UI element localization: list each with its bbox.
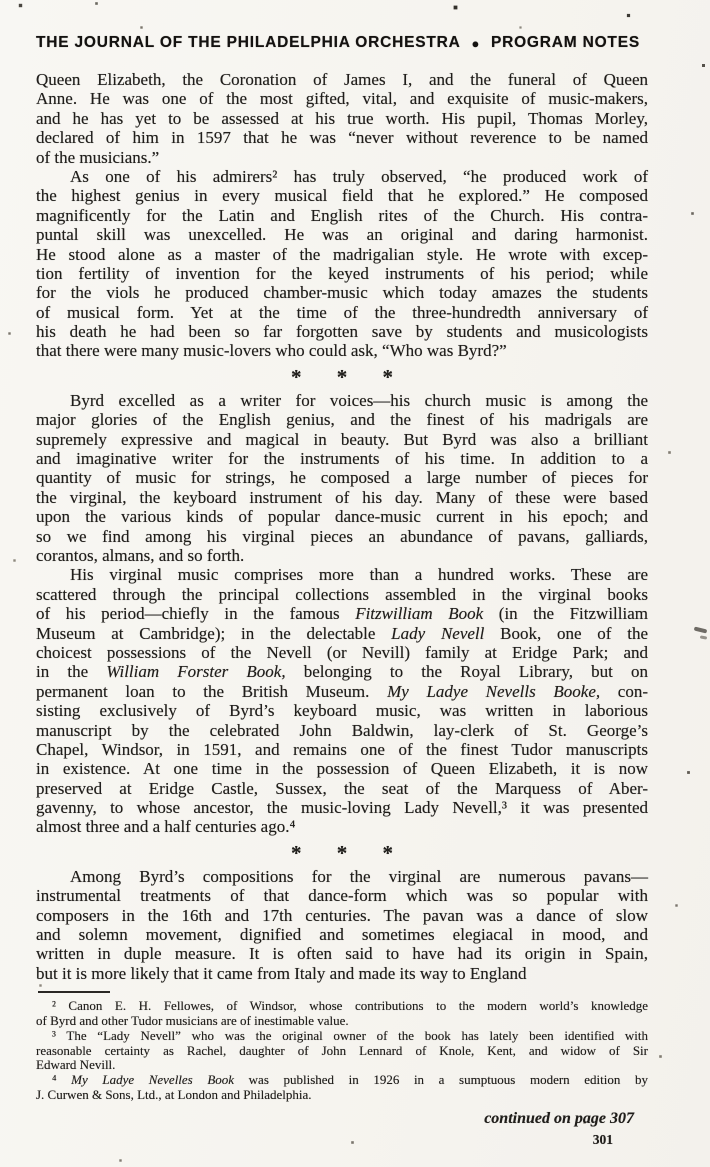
- text-column: [36, 70, 648, 1148]
- text: and he has yet to be assessed at his true worth. His pupil, Thomas Morley,: [36, 108, 648, 128]
- text: Byrd excelled as a writer for voices—his church music is among the: [70, 390, 648, 410]
- text-line: [36, 1088, 648, 1103]
- text: that there were many music-lovers who could ask, “Who was Byrd?”: [36, 341, 507, 361]
- text: was published in 1926 in a sumptuous modern edition by: [234, 1072, 648, 1088]
- text-line: [36, 817, 648, 836]
- text: puntal skill was unexcelled. He was an original and daring harmonist.: [36, 225, 648, 245]
- text-line: [36, 283, 648, 302]
- page-number: 301: [592, 1131, 613, 1147]
- text: Chapel, Windsor, in 1591, and remains one of the finest Tudor manuscripts: [36, 739, 648, 759]
- text: ² Canon E. H. Fellowes, of Windsor, whose contributions to the modern world’s knowledge: [52, 998, 648, 1014]
- text: supremely expressive and magical in beauty. But Byrd was also a brilliant: [36, 429, 648, 449]
- text: quantity of music for strings, he composed a large number of pieces for: [36, 468, 648, 488]
- text-line: [36, 925, 648, 944]
- text-line: [36, 186, 648, 205]
- text-line: [36, 604, 648, 623]
- text-line: [36, 701, 648, 720]
- paragraph: [36, 565, 648, 836]
- section-separator: * * *: [291, 840, 393, 865]
- text: corantos, almans, and so forth.: [36, 545, 245, 565]
- text-line: [36, 964, 648, 983]
- text: choicest possessions of the Nevell (or Nevill) family at Eridge Park; and: [36, 642, 648, 662]
- text-line: [36, 341, 648, 360]
- text: preserved at Eridge Castle, Sussex, the seat of the Marquess of Aber-: [36, 778, 648, 798]
- text: upon the various kinds of popular dance-music current in his epoch; and: [36, 507, 648, 527]
- text: instrumental treatments of that dance-form which was so popular with: [36, 886, 648, 906]
- text: in existence. At one time in the possession of Queen Elizabeth, it is now: [36, 759, 648, 779]
- paragraph: [36, 70, 648, 167]
- text: Among Byrd’s compositions for the virginal are numerous pavans—: [70, 866, 648, 886]
- text-line: [36, 225, 648, 244]
- text: ⁴: [52, 1072, 72, 1088]
- section-title: PROGRAM NOTES: [490, 34, 640, 51]
- scan-speckles: [0, 0, 1, 1]
- text: of Byrd and other Tudor musicians are of inestimable value.: [36, 1012, 349, 1028]
- text-line: [36, 546, 648, 565]
- text-line: [36, 565, 648, 584]
- paragraph: [36, 167, 648, 361]
- text: declared of him in 1597 that he was “never without reverence to be named: [36, 128, 648, 148]
- text: magnificently for the Latin and English rites of the Church. His contra-: [36, 205, 648, 225]
- text: scattered through the principal collections assembled in the virginal books: [36, 584, 648, 604]
- text-line: [36, 70, 648, 89]
- text: manuscript by the celebrated John Baldwin, lay-clerk of St. George’s: [36, 720, 648, 740]
- journal-title: THE JOURNAL OF THE PHILADELPHIA ORCHESTRA: [36, 34, 461, 51]
- text: of his period—chiefly in the famous: [36, 604, 356, 624]
- text-line: [36, 759, 648, 778]
- italic-text: Fitzwilliam Book: [355, 604, 484, 624]
- text-line: [36, 264, 648, 283]
- footnote-rule: [38, 991, 110, 993]
- text: Museum at Cambridge); in the delectable: [36, 623, 392, 643]
- text-line: [36, 682, 648, 701]
- text-line: [36, 643, 648, 662]
- text-line: [36, 1014, 648, 1029]
- text: for the viols he produced chamber-music which today amazes the students: [36, 283, 648, 303]
- text-line: [36, 1058, 648, 1073]
- text: belonging to the Royal Library, but on: [285, 662, 648, 682]
- text: J. Curwen & Sons, Ltd., at London and Philadelphia.: [36, 1086, 312, 1102]
- footnote: [36, 999, 648, 1029]
- text: his death he had been so far forgotten save by students and musicologists: [36, 322, 648, 342]
- text: the virginal, the keyboard instrument of his day. Many of these were based: [36, 487, 648, 507]
- text: tion fertility of invention for the keyed instruments of his period; while: [36, 263, 648, 283]
- text: in the: [36, 662, 107, 682]
- text-line: [36, 906, 648, 925]
- text-line: [36, 507, 648, 526]
- text-line: [36, 798, 648, 817]
- text: gavenny, to whose ancestor, the music-loving Lady Nevell,³ it was presented: [36, 798, 648, 818]
- text-line: [36, 449, 648, 468]
- text-line: [36, 585, 648, 604]
- text-line: [36, 1073, 648, 1088]
- text: ³ The “Lady Nevell” who was the original owner of the book has lately been identified with: [52, 1027, 648, 1043]
- text: Book, one of the: [484, 623, 648, 643]
- text-line: [36, 148, 648, 167]
- text-line: [36, 206, 648, 225]
- text: but it is more likely that it came from Italy and made its way to England: [36, 963, 527, 983]
- text: Anne. He was one of the most gifted, vital, and exquisite of music-makers,: [36, 89, 648, 109]
- text: con-: [600, 681, 648, 701]
- footnote: [36, 1029, 648, 1073]
- section-separator: * * *: [291, 364, 393, 389]
- text: (in the Fitzwilliam: [483, 604, 648, 624]
- text-line: [36, 779, 648, 798]
- text-line: [36, 886, 648, 905]
- text-line: [36, 721, 648, 740]
- scan-smudge: [694, 626, 708, 633]
- text-line: [36, 391, 648, 410]
- text-line: [36, 488, 648, 507]
- text-line: [36, 527, 648, 546]
- text: composers in the 16th and 17th centuries. The pavan was a dance of slow: [36, 905, 648, 925]
- italic-text: My Ladye Nevells Booke,: [387, 681, 601, 701]
- text-line: [36, 89, 648, 108]
- continued-notice: continued on page 307: [484, 1109, 634, 1127]
- text-line: [36, 1029, 648, 1044]
- text-line: [36, 624, 648, 643]
- text-line: [36, 303, 648, 322]
- bullet-separator-icon: ●: [471, 35, 481, 51]
- text: of musical form. Yet at the time of the three-hundredth anniversary of: [36, 302, 648, 322]
- text-line: [36, 867, 648, 886]
- text-line: [36, 468, 648, 487]
- text: major glories of the English genius, and the finest of his madrigals are: [36, 410, 648, 430]
- text: His virginal music comprises more than a hundred works. These are: [70, 565, 648, 585]
- text: Edward Nevill.: [36, 1057, 116, 1073]
- text-line: [36, 322, 648, 341]
- text: so we find among his virginal pieces an abundance of pavans, galliards,: [36, 526, 648, 546]
- text: of the musicians.”: [36, 147, 160, 167]
- text-line: [36, 662, 648, 681]
- paragraph: [36, 867, 648, 983]
- text-line: [36, 410, 648, 429]
- scan-smudge: [700, 635, 707, 639]
- text: As one of his admirers² has truly observed, “he produced work of: [70, 166, 648, 186]
- text: permanent loan to the British Museum.: [36, 681, 388, 701]
- text-line: [36, 245, 648, 264]
- text-line: [36, 944, 648, 963]
- text: sisting exclusively of Byrd’s keyboard music, was written in laborious: [36, 701, 648, 721]
- footnotes: [36, 999, 648, 1103]
- italic-text: Lady Nevell: [391, 623, 485, 643]
- text-line: [36, 740, 648, 759]
- text: and imaginative writer for the instruments of his time. In addition to a: [36, 449, 648, 469]
- text: and solemn movement, dignified and sometimes elegiacal in mood, and: [36, 925, 648, 945]
- italic-text: William Forster Book,: [106, 662, 286, 682]
- text: almost three and a half centuries ago.⁴: [36, 817, 296, 837]
- paragraph: [36, 391, 648, 566]
- text-line: [36, 999, 648, 1014]
- text-line: [36, 128, 648, 147]
- footnote: [36, 1073, 648, 1103]
- text-line: [36, 167, 648, 186]
- italic-text: My Ladye Nevelles Book: [71, 1072, 235, 1088]
- text: Queen Elizabeth, the Coronation of James I, and the funeral of Queen: [36, 70, 648, 89]
- text: reasonable certainty as Rachel, daughter of John Lennard of Knole, Kent, and widow of Sir: [36, 1042, 648, 1058]
- text: He stood alone as a master of the madrigalian style. He wrote with excep-: [36, 244, 648, 264]
- text: the highest genius in every musical field that he explored.” He composed: [36, 186, 648, 206]
- running-header: [36, 34, 640, 52]
- text-line: [36, 109, 648, 128]
- text: written in duple measure. It is often said to have had its origin in Spain,: [36, 944, 648, 964]
- text-line: [36, 1044, 648, 1059]
- text-line: [36, 430, 648, 449]
